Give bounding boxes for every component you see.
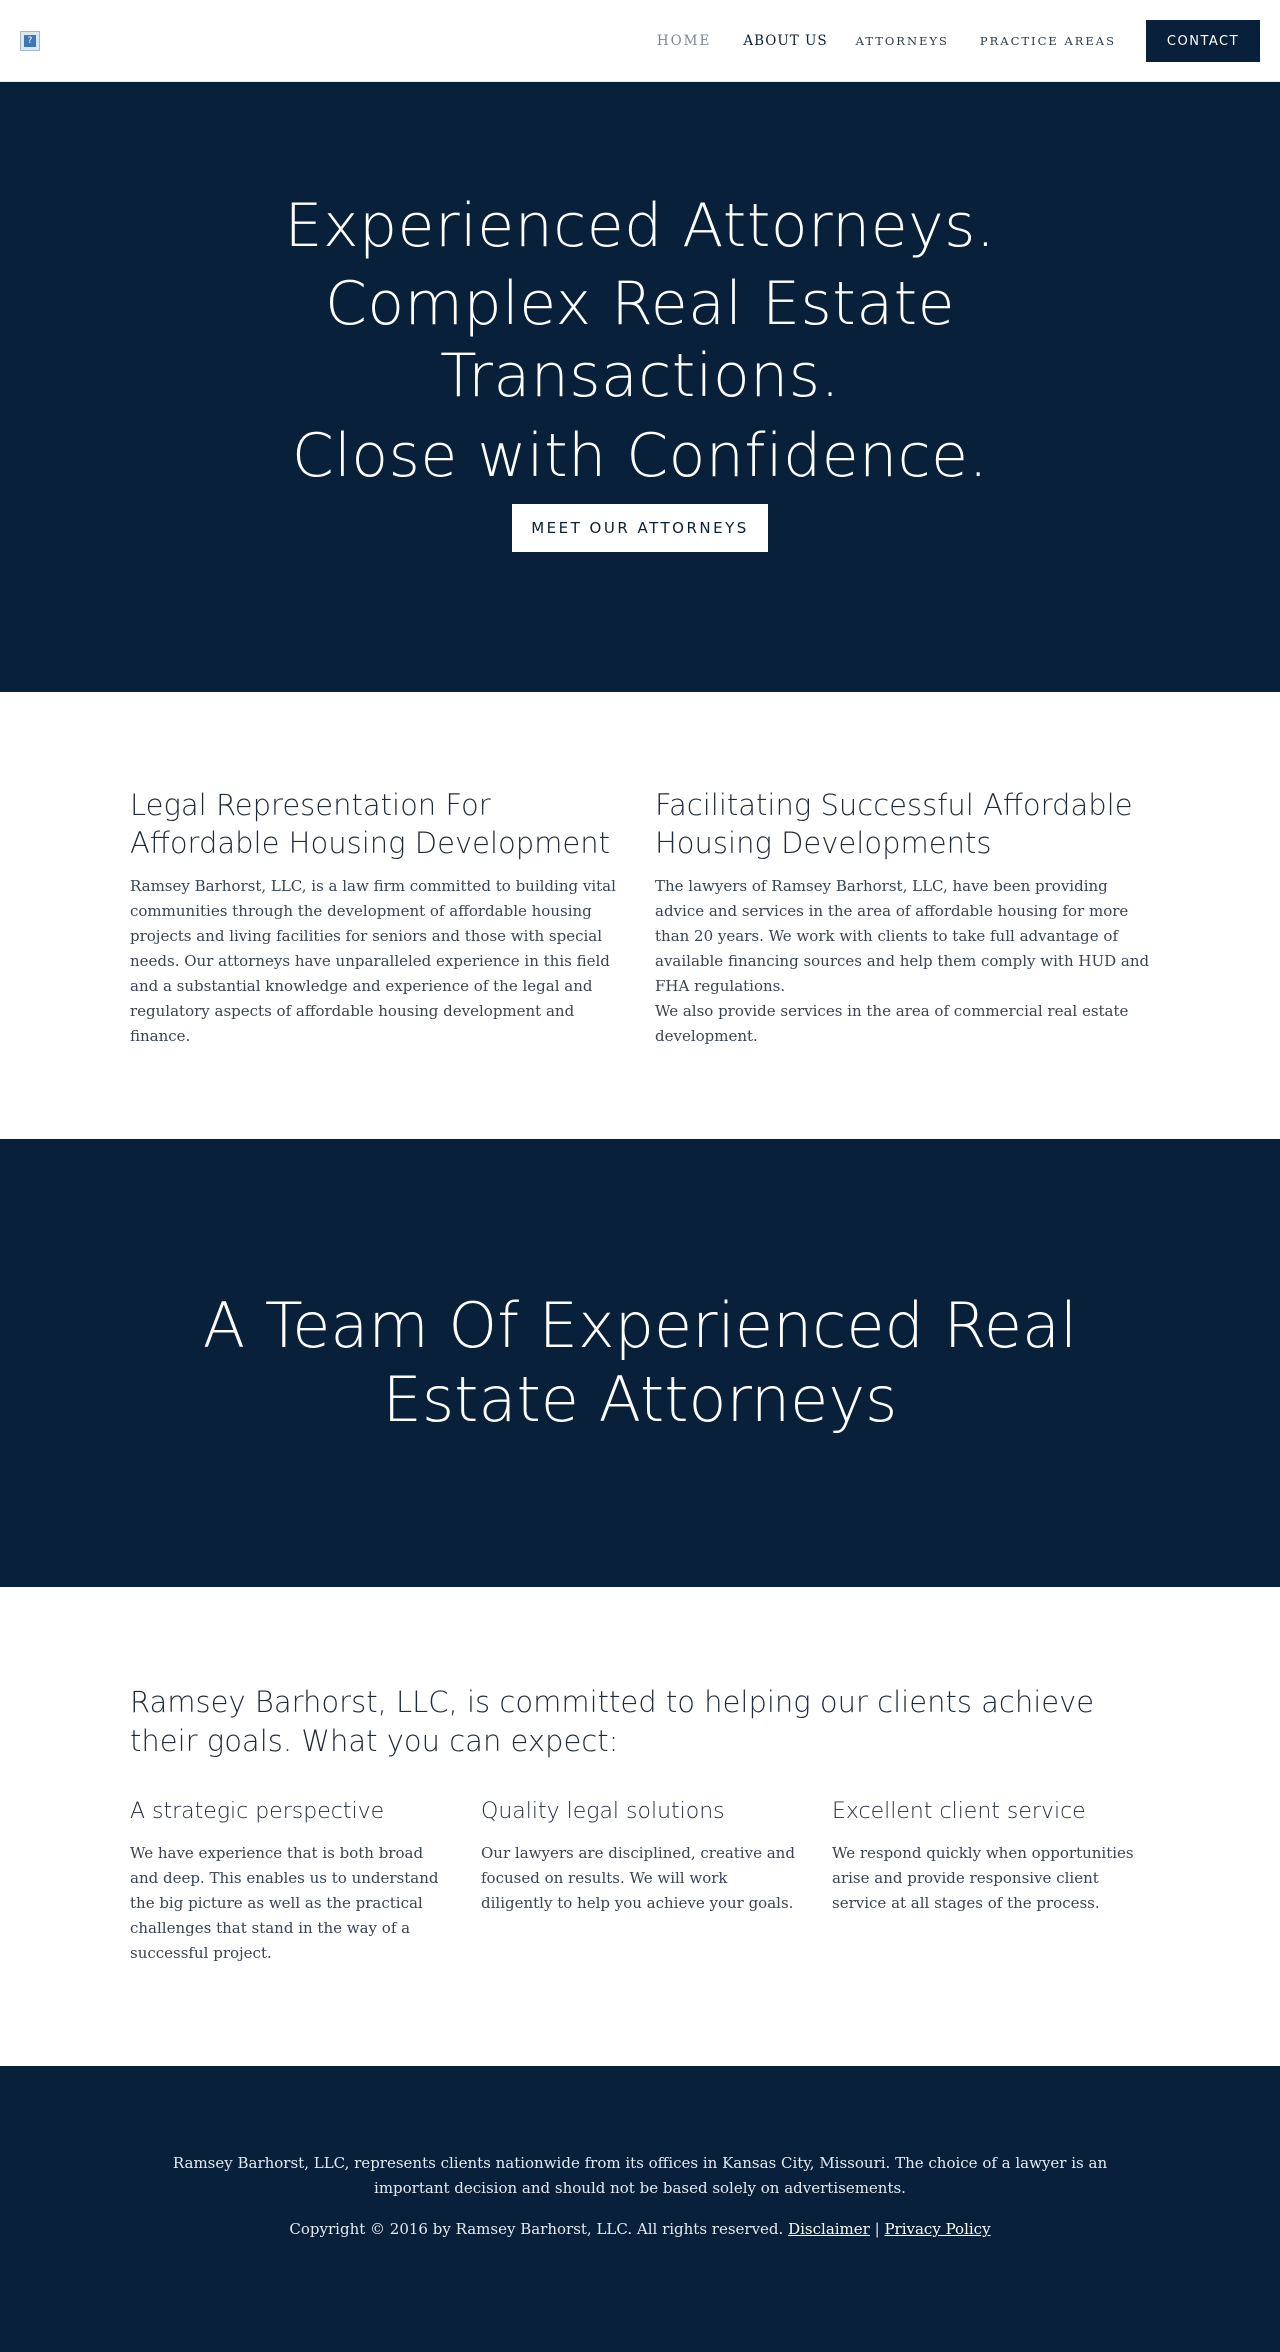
main-nav [657,20,1260,62]
footer-separator: | [874,2220,880,2238]
meet-attorneys-button[interactable]: MEET OUR ATTORNEYS [512,504,768,552]
intro-section [0,692,1280,1139]
contact-button[interactable]: CONTACT [1146,20,1260,62]
nav-practice-areas-link[interactable]: PRACTICE AREAS [979,34,1116,48]
logo-icon[interactable] [20,31,40,51]
expectations-heading: Ramsey Barhorst, LLC, is committed to helping our clients achieve their goals. What you can expect: [130,1685,1095,1758]
expectations-section [0,1587,1280,2066]
footer-disclaimer-text: Ramsey Barhorst, LLC, represents clients nationwide from its offices in Kansas City, Missouri. The choice of a lawyer is an important decision and should not be based solely on advertisements. [172,2154,1108,2197]
expectation-title: Quality legal solutions [481,1799,725,1824]
expectation-card [832,1797,1150,1966]
expectation-card [130,1797,448,1966]
intro-left-column [130,786,625,1049]
intro-left-body: Ramsey Barhorst, LLC, is a law firm committed to building vital communities through the development of affordable housing projects and living facilities for seniors and those with special needs. Our attorneys have unparalleled experience in this field and a substantial knowledge and experience of the legal and regulatory aspects of affordable housing development and finance. [130,877,616,1045]
expectation-body: We have experience that is both broad and deep. This enables us to understand the big picture as well as the practical challenges that stand in the way of a successful project. [130,1844,439,1962]
banner-heading: A Team Of Experienced Real Estate Attorneys [202,1289,1078,1436]
intro-left-heading: Legal Representation For Affordable Housing Development [130,788,611,860]
intro-right-column [655,786,1150,1049]
privacy-policy-link[interactable]: Privacy Policy [884,2220,991,2238]
nav-home-link[interactable]: HOME [656,33,712,49]
disclaimer-link[interactable]: Disclaimer [788,2220,870,2238]
nav-attorneys-link[interactable]: ATTORNEYS [855,34,949,48]
intro-right-heading: Facilitating Successful Affordable Housing Developments [655,788,1133,860]
expectations-list [130,1797,1150,1966]
footer-copyright-line [0,2217,1280,2242]
hero-line-2: Complex Real Estate Transactions. [324,269,956,411]
expectation-body: Our lawyers are disciplined, creative and focused on results. We will work diligently to help you achieve your goals. [481,1844,795,1912]
hero-heading [0,190,1280,492]
nav-about-link[interactable]: ABOUT US [743,33,828,49]
expectation-title: A strategic perspective [130,1799,385,1824]
copyright-text: Copyright © 2016 by Ramsey Barhorst, LLC. All rights reserved. [289,2220,784,2238]
expectation-body: We respond quickly when opportunities arise and provide responsive client service at all stages of the process. [832,1844,1134,1912]
expectation-card [481,1797,799,1966]
expectation-title: Excellent client service [832,1799,1086,1824]
hero-line-1: Experienced Attorneys. [284,191,996,261]
site-footer [0,2066,1280,2352]
intro-right-body-1: The lawyers of Ramsey Barhorst, LLC, have been providing advice and services in the area of affordable housing for more than 20 years. We work with clients to take full advantage of available financing sources and help them comply with HUD and FHA regulations. [655,877,1150,995]
logo-glyph: ? [24,35,36,47]
hero-line-3: Close with Confidence. [291,421,989,491]
intro-right-body-2: We also provide services in the area of commercial real estate development. [655,1002,1129,1045]
site-header [0,0,1280,82]
hero-section [0,82,1280,692]
team-banner [0,1139,1280,1587]
